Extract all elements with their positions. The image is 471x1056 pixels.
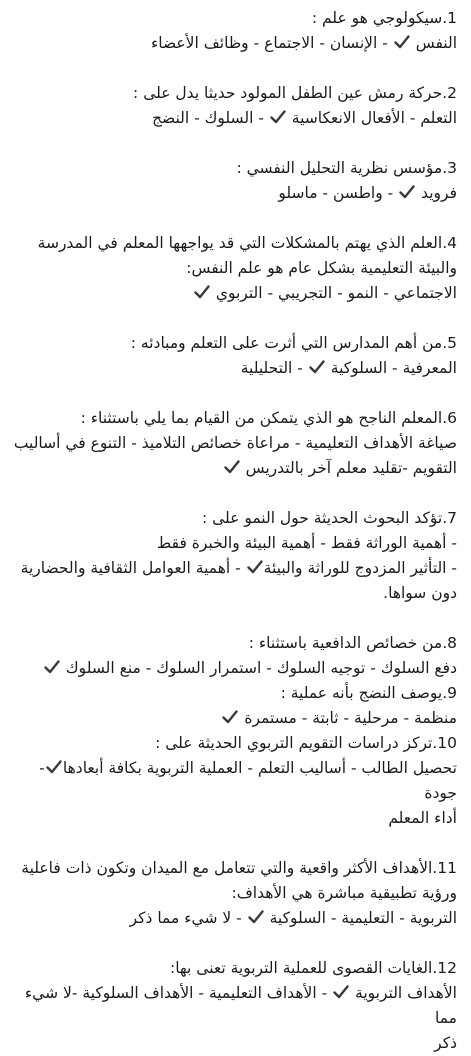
question-text bbox=[8, 231, 457, 256]
check-mark-icon bbox=[394, 35, 410, 49]
question-number: 10. bbox=[432, 734, 457, 752]
question-text bbox=[8, 956, 457, 981]
question-number: 1. bbox=[442, 9, 457, 27]
question-text bbox=[8, 681, 457, 706]
question-5 bbox=[8, 331, 457, 381]
question-number: 4. bbox=[442, 234, 457, 252]
check-mark-icon bbox=[44, 660, 60, 674]
check-mark-icon bbox=[270, 110, 286, 124]
options-text: أداء المعلم bbox=[388, 809, 457, 827]
options-text: المعرفية - السلوكية bbox=[330, 359, 457, 377]
question-label: يوصف النضج بأنه عملية : bbox=[280, 684, 443, 702]
question-12 bbox=[8, 956, 457, 1056]
answer-options bbox=[8, 106, 457, 131]
question-8 bbox=[8, 631, 457, 681]
check-mark-icon bbox=[194, 285, 210, 299]
options-text: - لا شيء مما ذكر bbox=[129, 909, 242, 927]
question-3 bbox=[8, 156, 457, 206]
question-number: 12. bbox=[432, 959, 457, 977]
question-label: من أهم المدارس التي أثرت على التعلم ومبادئه : bbox=[130, 334, 443, 352]
question-text-continued: ورؤية تطبيقية مباشرة هي الأهداف: bbox=[231, 884, 457, 902]
check-mark-icon bbox=[222, 710, 238, 724]
answer-options bbox=[8, 656, 457, 681]
question-label: الأهداف الأكثر واقعية والتي تتعامل مع الميدان وتكون ذات فاعلية bbox=[21, 859, 433, 877]
options-text: التربوية - التعليمية - السلوكية bbox=[269, 909, 457, 927]
options-text: التعلم - الأفعال الانعكاسية bbox=[291, 109, 457, 127]
question-label: من خصائص الدافعية باستثناء : bbox=[248, 634, 443, 652]
question-label: حركة رمش عين الطفل المولود حديثا يدل على : bbox=[133, 84, 443, 102]
options-text: - الإنسان - الاجتماع - وظائف الأعضاء bbox=[150, 34, 388, 52]
question-1 bbox=[8, 6, 457, 56]
options-text: - جودة bbox=[39, 759, 457, 802]
options-text: - واطسن - ماسلو bbox=[278, 184, 394, 202]
question-number: 7. bbox=[442, 509, 457, 527]
answer-options bbox=[8, 456, 457, 481]
check-mark-icon bbox=[46, 760, 62, 774]
options-text: الاجتماعي - النمو - التجريبي - التربوي bbox=[215, 284, 457, 302]
question-label: تركز دراسات التقويم التربوي الحديثة على : bbox=[155, 734, 433, 752]
options-text: - أهمية الوراثة فقط - أهمية البيئة والخبرة فقط bbox=[156, 534, 457, 552]
options-text: - التأثير المزدوج للوراثة والبيئة bbox=[263, 559, 457, 577]
question-text bbox=[8, 331, 457, 356]
answer-options bbox=[8, 906, 457, 931]
answer-options bbox=[8, 281, 457, 306]
question-number: 11. bbox=[432, 859, 457, 877]
question-text bbox=[8, 631, 457, 656]
question-text bbox=[8, 81, 457, 106]
options-text: - الأهداف التعليمية - الأهداف السلوكية -لا شيء مما bbox=[24, 984, 457, 1027]
answer-options bbox=[8, 981, 457, 1031]
answer-options bbox=[8, 756, 457, 806]
options-text: صياغة الأهداف التعليمية - مراعاة خصائص التلاميذ - التنوع في أساليب bbox=[13, 434, 457, 452]
answer-options bbox=[8, 706, 457, 731]
question-number: 8. bbox=[442, 634, 457, 652]
answer-options bbox=[8, 31, 457, 56]
question-text bbox=[8, 156, 457, 181]
check-mark-icon bbox=[248, 910, 264, 924]
question-label: المعلم الناجح هو الذي يتمكن من القيام بما يلي باستثناء : bbox=[80, 409, 443, 427]
question-text bbox=[8, 6, 457, 31]
question-label: تؤكد البحوث الحديثة حول النمو على : bbox=[201, 509, 443, 527]
question-number: 6. bbox=[442, 409, 457, 427]
question-text bbox=[8, 506, 457, 531]
check-mark-icon bbox=[224, 460, 240, 474]
question-text bbox=[8, 856, 457, 881]
question-9 bbox=[8, 681, 457, 731]
answer-options bbox=[8, 181, 457, 206]
question-10 bbox=[8, 731, 457, 831]
question-text bbox=[8, 406, 457, 431]
check-mark-icon bbox=[247, 560, 263, 574]
options-text: دفع السلوك - توجيه السلوك - استمرار السلوك - منع السلوك bbox=[65, 659, 457, 677]
answer-options bbox=[8, 356, 457, 381]
question-4 bbox=[8, 231, 457, 306]
question-label: مؤسس نظرية التحليل النفسي : bbox=[236, 159, 443, 177]
check-mark-icon bbox=[309, 360, 325, 374]
options-text: ذكر bbox=[434, 1034, 457, 1052]
answer-options bbox=[8, 556, 457, 581]
question-label: الغايات القصوى للعملية التربوية تعنى بها: bbox=[169, 959, 433, 977]
options-text: النفس bbox=[415, 34, 457, 52]
question-number: 2. bbox=[442, 84, 457, 102]
question-number: 5. bbox=[442, 334, 457, 352]
question-label: سيكولوجي هو علم : bbox=[311, 9, 443, 27]
question-label: العلم الذي يهتم بالمشكلات التي قد يواجهها المعلم في المدرسة bbox=[37, 234, 443, 252]
options-text: منظمة - مرحلية - ثابتة - مستمرة bbox=[244, 709, 457, 727]
options-text: - أهمية العوامل الثقافية والحضارية bbox=[20, 559, 241, 577]
options-text: - التحليلية bbox=[240, 359, 303, 377]
options-text: دون سواها. bbox=[383, 584, 457, 602]
options-text: التقويم -تقليد معلم آخر بالتدريس bbox=[245, 459, 457, 477]
check-mark-icon bbox=[333, 985, 349, 999]
question-text-continued: والبيئة التعليمية بشكل عام هو علم النفس: bbox=[186, 259, 457, 277]
options-text: الأهداف التربوية bbox=[355, 984, 457, 1002]
options-text: فرويد bbox=[421, 184, 457, 202]
question-7 bbox=[8, 506, 457, 606]
question-number: 3. bbox=[442, 159, 457, 177]
question-number: 9. bbox=[442, 684, 457, 702]
options-text: تحصيل الطالب - أساليب التعلم - العملية التربوية بكافة أبعادها bbox=[62, 759, 457, 777]
question-11 bbox=[8, 856, 457, 931]
question-2 bbox=[8, 81, 457, 131]
options-text: - السلوك - النضج bbox=[152, 109, 264, 127]
question-6 bbox=[8, 406, 457, 481]
check-mark-icon bbox=[399, 185, 415, 199]
question-text bbox=[8, 731, 457, 756]
